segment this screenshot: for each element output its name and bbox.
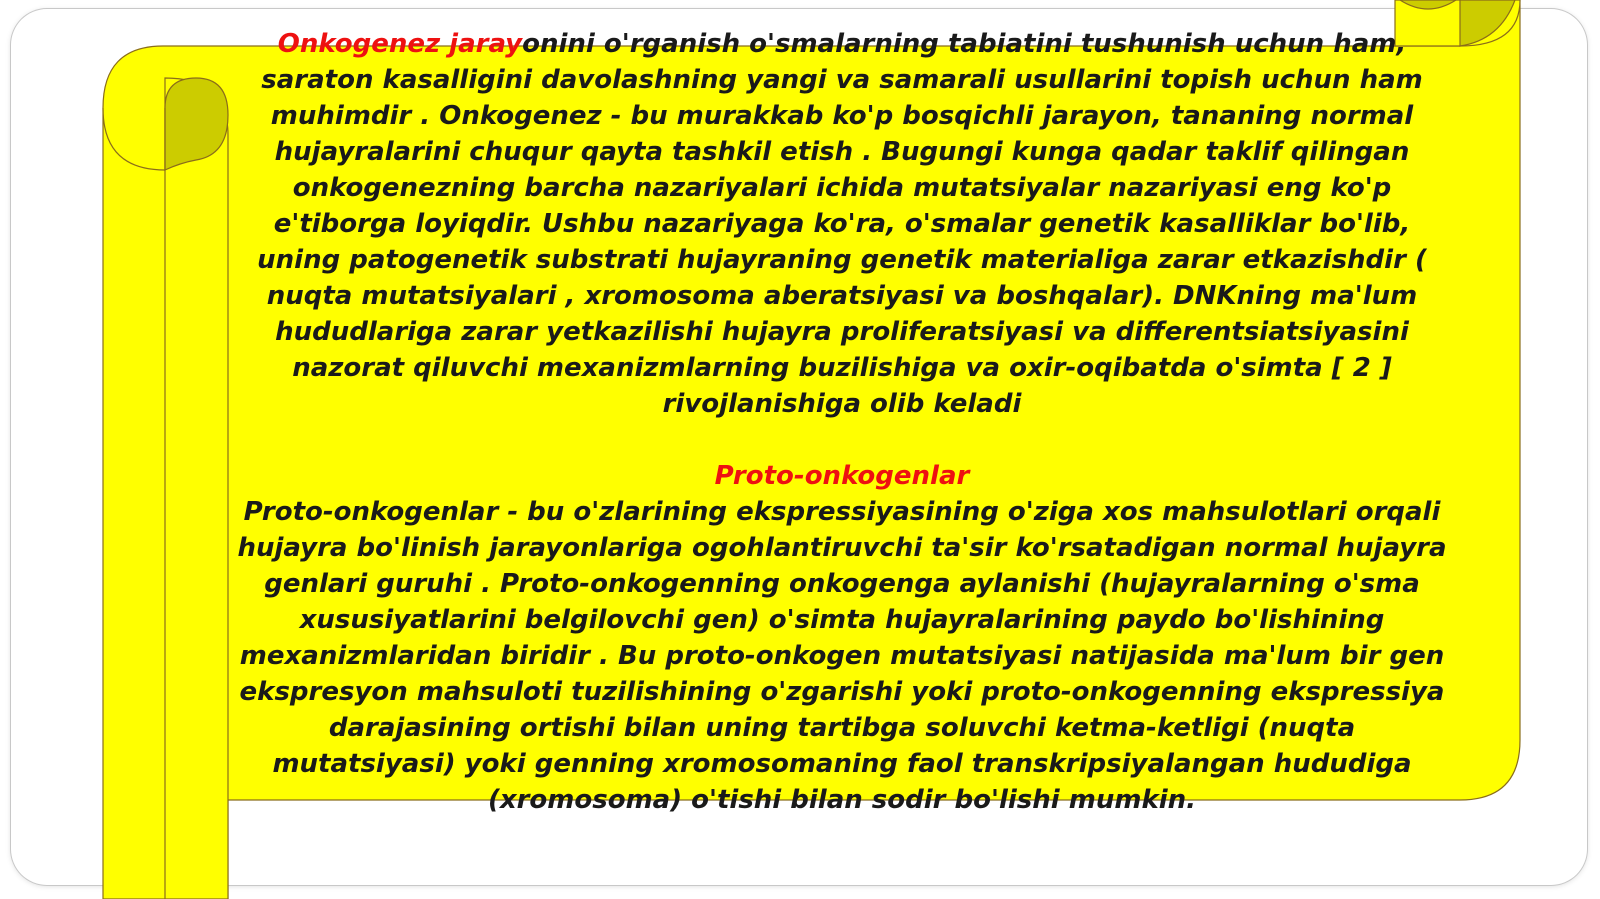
scroll-left-roll <box>165 78 228 899</box>
scroll-text-block <box>236 26 1448 818</box>
intro-text: onini o'rganish o'smalarning tabiatini tushunish uchun ham, saraton kasalligini davolashning yangi va samarali usullarini topish uchun ham muhimdir . Onkogenez - bu murakkab ko'p bosqichli jarayon, tananing normal hujayralarini chuqur qayta tashkil etish . Bugungi kunga qadar taklif qilingan onkogenezning barcha nazariyalari ichida mutatsiyalar nazariyasi eng ko'p e'tiborga loyiqdir. Ushbu nazariyaga ko'ra, o'smalar genetik kasalliklar bo'lib, uning patogenetik substrati hujayraning genetik materialiga zarar etkazishdir ( nuqta mutatsiyalari , xromosoma aberatsiyasi va boshqalar). DNKning ma'lum hududlariga zarar yetkazilishi hujayra proliferatsiyasi va differentsiatsiyasini nazorat qiluvchi mexanizmlarning buzilishiga va oxir-oqibatda o'simta [ 2 ] rivojlanishiga olib keladi <box>257 29 1427 419</box>
intro-highlight: Onkogenez jaray <box>277 29 523 59</box>
intro-paragraph <box>236 26 1448 422</box>
section-paragraph: Proto-onkogenlar - bu o'zlarining ekspressiyasining o'ziga xos mahsulotlari orqali hujayra bo'linish jarayonlariga ogohlantiruvchi ta'sir ko'rsatadigan normal hujayra genlari guruhi . Proto-onkogenning onkogenga aylanishi (hujayralarning o'sma xususiyatlarini belgilovchi gen) o'simta hujayralarining paydo bo'lishining mexanizmlaridan biridir . Bu proto-onkogen mutatsiyasi natijasida ma'lum bir gen ekspresyon mahsuloti tuzilishining o'zgarishi yoki proto-onkogenning ekspressiya darajasining ortishi bilan uning tartibga soluvchi ketma-ketligi (nuqta mutatsiyasi) yoki genning xromosomaning faol transkripsiyalangan hududiga (xromosoma) o'tishi bilan sodir bo'lishi mumkin. <box>237 497 1447 815</box>
paragraph-gap <box>236 422 1448 458</box>
section-heading: Proto-onkogenlar <box>714 461 970 491</box>
